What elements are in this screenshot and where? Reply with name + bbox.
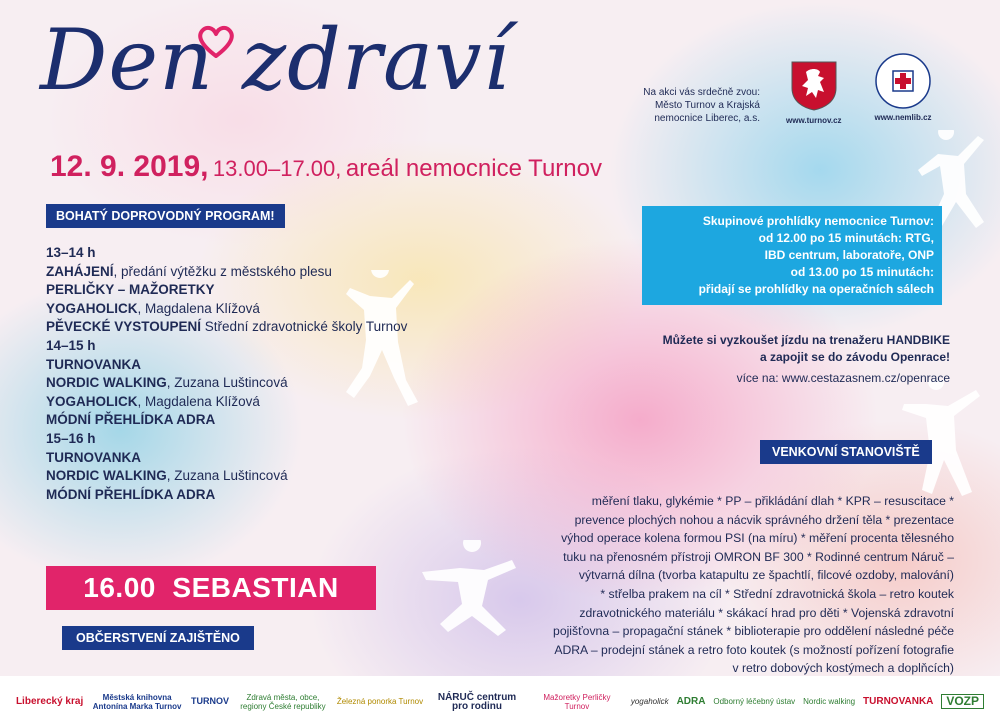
program-item bbox=[46, 318, 466, 337]
program-item-name: YOGAHOLICK bbox=[46, 393, 138, 409]
partner-logo bbox=[91, 693, 183, 711]
program-time: 14–15 h bbox=[46, 337, 96, 353]
handbike-line: Můžete si vyzkoušet jízdu na trenažeru HANDBIKE bbox=[662, 333, 950, 347]
tours-line: přidají se prohlídky na operačních sálech bbox=[698, 282, 934, 296]
partner-logo bbox=[631, 697, 669, 706]
partner-name: yogaholick bbox=[630, 697, 669, 706]
partner-logo bbox=[677, 697, 706, 706]
program-item-name: TURNOVANKA bbox=[46, 356, 141, 372]
date-line bbox=[50, 150, 602, 184]
handbike-info bbox=[560, 332, 950, 387]
outdoor-line: pojišťovna – propagační stánek * biblioterapie pro oddělení následné péče bbox=[553, 624, 954, 639]
event-date: 12. 9. 2019, bbox=[50, 150, 209, 183]
program-item bbox=[46, 411, 466, 430]
partner-logo bbox=[863, 697, 933, 706]
partner-name: Nordic walking bbox=[803, 697, 856, 706]
partner-name: TURNOVANKA bbox=[863, 696, 934, 707]
program-item bbox=[46, 374, 466, 393]
partner-logo bbox=[237, 693, 329, 711]
partner-logo bbox=[713, 697, 795, 706]
program-item-detail: , předání výtěžku z městského plesu bbox=[113, 263, 332, 279]
program-item-detail: , Zuzana Luštincová bbox=[166, 468, 288, 484]
event-time: 13.00–17.00, bbox=[212, 156, 342, 181]
headliner-banner: 16.00 SEBASTIAN bbox=[46, 566, 376, 610]
program-list bbox=[46, 244, 466, 504]
program-item-name: PĚVECKÉ VYSTOUPENÍ bbox=[46, 319, 202, 335]
partner-logo bbox=[191, 697, 229, 706]
outdoor-list bbox=[442, 492, 954, 678]
partner-name: VOZP bbox=[941, 694, 984, 709]
refreshments-label: OBČERSTVENÍ ZAJIŠTĚNO bbox=[62, 626, 254, 650]
program-heading: BOHATÝ DOPROVODNÝ PROGRAM! bbox=[46, 204, 285, 228]
event-place: areál nemocnice Turnov bbox=[345, 155, 602, 182]
tours-line: od 13.00 po 15 minutách: bbox=[790, 265, 934, 279]
partner-name: TURNOV bbox=[191, 696, 230, 706]
program-item-detail: , Magdalena Klížová bbox=[137, 393, 260, 409]
program-item bbox=[46, 449, 466, 468]
program-item-name: MÓDNÍ PŘEHLÍDKA ADRA bbox=[46, 486, 216, 502]
partner-name: ADRA bbox=[676, 696, 706, 707]
outdoor-line: * střelba prakem na cíl * Střední zdravotnická škola – retro koutek bbox=[600, 586, 954, 601]
outdoor-line: výhod operace kolena formou PSI (na míru) * měření procenta tělesného bbox=[561, 531, 954, 546]
tours-line: Skupinové prohlídky nemocnice Turnov: bbox=[702, 214, 934, 228]
program-item-detail: Střední zdravotnické školy Turnov bbox=[201, 319, 408, 335]
program-item bbox=[46, 356, 466, 375]
outdoor-line: ADRA – prodejní stánek a retro foto koutek (s možností pořízení fotografie bbox=[554, 642, 954, 657]
handbike-link[interactable]: více na: www.cestazasnem.cz/openrace bbox=[736, 371, 950, 385]
turnov-url: www.turnov.cz bbox=[786, 116, 842, 125]
program-item bbox=[46, 467, 466, 486]
outdoor-line: v retro dobových kostýmech a doplňcích) bbox=[732, 661, 954, 676]
program-item bbox=[46, 281, 466, 300]
partner-logo bbox=[337, 697, 423, 706]
program-item bbox=[46, 486, 466, 505]
hospital-cross-icon bbox=[874, 50, 932, 112]
handbike-line: a zapojit se do závodu Openrace! bbox=[759, 350, 950, 364]
partner-name: Městská knihovna Antonína Marka Turnov bbox=[92, 692, 182, 711]
invite-text bbox=[612, 86, 760, 125]
heart-icon bbox=[196, 24, 236, 60]
partner-name: Odborný léčebný ústav bbox=[713, 697, 796, 706]
outdoor-line: zdravotnického materiálu * skákací hrad pro děti * Vojenská zdravotní bbox=[579, 605, 954, 620]
turnov-coat-of-arms-icon bbox=[788, 58, 840, 112]
partner-logo bbox=[803, 697, 855, 706]
program-item-name: YOGAHOLICK bbox=[46, 300, 138, 316]
invite-line: Město Turnov a Krajská bbox=[654, 100, 760, 111]
event-title: Den zdraví bbox=[40, 11, 511, 109]
invite-line: Na akci vás srdečně zvou: bbox=[643, 87, 760, 98]
invite-line: nemocnice Liberec, a.s. bbox=[654, 113, 760, 124]
program-item-detail: , Zuzana Luštincová bbox=[166, 375, 288, 391]
partner-logos-bar bbox=[0, 676, 1000, 727]
nemlib-logo bbox=[874, 50, 932, 122]
program-item bbox=[46, 300, 466, 319]
turnov-logo bbox=[786, 58, 842, 125]
partner-name: Železná ponorka Turnov bbox=[336, 697, 424, 706]
outdoor-line: prevence plochých nohou a nácvik správného držení těla * prezentace bbox=[574, 512, 954, 527]
outdoor-heading: VENKOVNÍ STANOVIŠTĚ bbox=[760, 440, 932, 464]
outdoor-line: výtvarná dílna (tvorba katapultu ze špachtlí, filcové ozdoby, malování) bbox=[578, 568, 954, 583]
partner-logo bbox=[16, 697, 83, 706]
partner-logo bbox=[531, 693, 623, 711]
program-item-name: TURNOVANKA bbox=[46, 449, 141, 465]
partner-name: Zdravá města, obce, regiony České republiky bbox=[240, 692, 326, 711]
partner-name: Mažoretky Perličky Turnov bbox=[543, 692, 611, 711]
program-item bbox=[46, 393, 466, 412]
program-time: 13–14 h bbox=[46, 245, 96, 260]
program-item-name: NORDIC WALKING bbox=[46, 468, 167, 484]
tours-line: od 12.00 po 15 minutách: RTG, bbox=[758, 231, 934, 245]
program-time: 15–16 h bbox=[46, 430, 96, 446]
outdoor-line: měření tlaku, glykémie * PP – přikládání dlah * KPR – resuscitace * bbox=[591, 494, 954, 508]
outdoor-line: tuku na přenosném přístroji OMRON BF 300 * Rodinné centrum Náruč – bbox=[563, 549, 954, 564]
partner-name: Liberecký kraj bbox=[15, 696, 84, 707]
program-item-name: MÓDNÍ PŘEHLÍDKA ADRA bbox=[46, 412, 216, 428]
program-item-name: PERLIČKY – MAŽORETKY bbox=[46, 282, 215, 298]
program-item bbox=[46, 263, 466, 282]
tours-box bbox=[642, 206, 942, 305]
partner-logo bbox=[431, 693, 523, 711]
program-item-detail: , Magdalena Klížová bbox=[137, 300, 260, 316]
partner-logo bbox=[941, 694, 984, 709]
program-item-name: ZAHÁJENÍ bbox=[46, 263, 114, 279]
program-item-name: NORDIC WALKING bbox=[46, 375, 167, 391]
tours-line: IBD centrum, laboratoře, ONP bbox=[764, 248, 934, 262]
partner-name: NÁRUČ centrum pro rodinu bbox=[437, 691, 517, 712]
nemlib-url: www.nemlib.cz bbox=[874, 113, 932, 122]
